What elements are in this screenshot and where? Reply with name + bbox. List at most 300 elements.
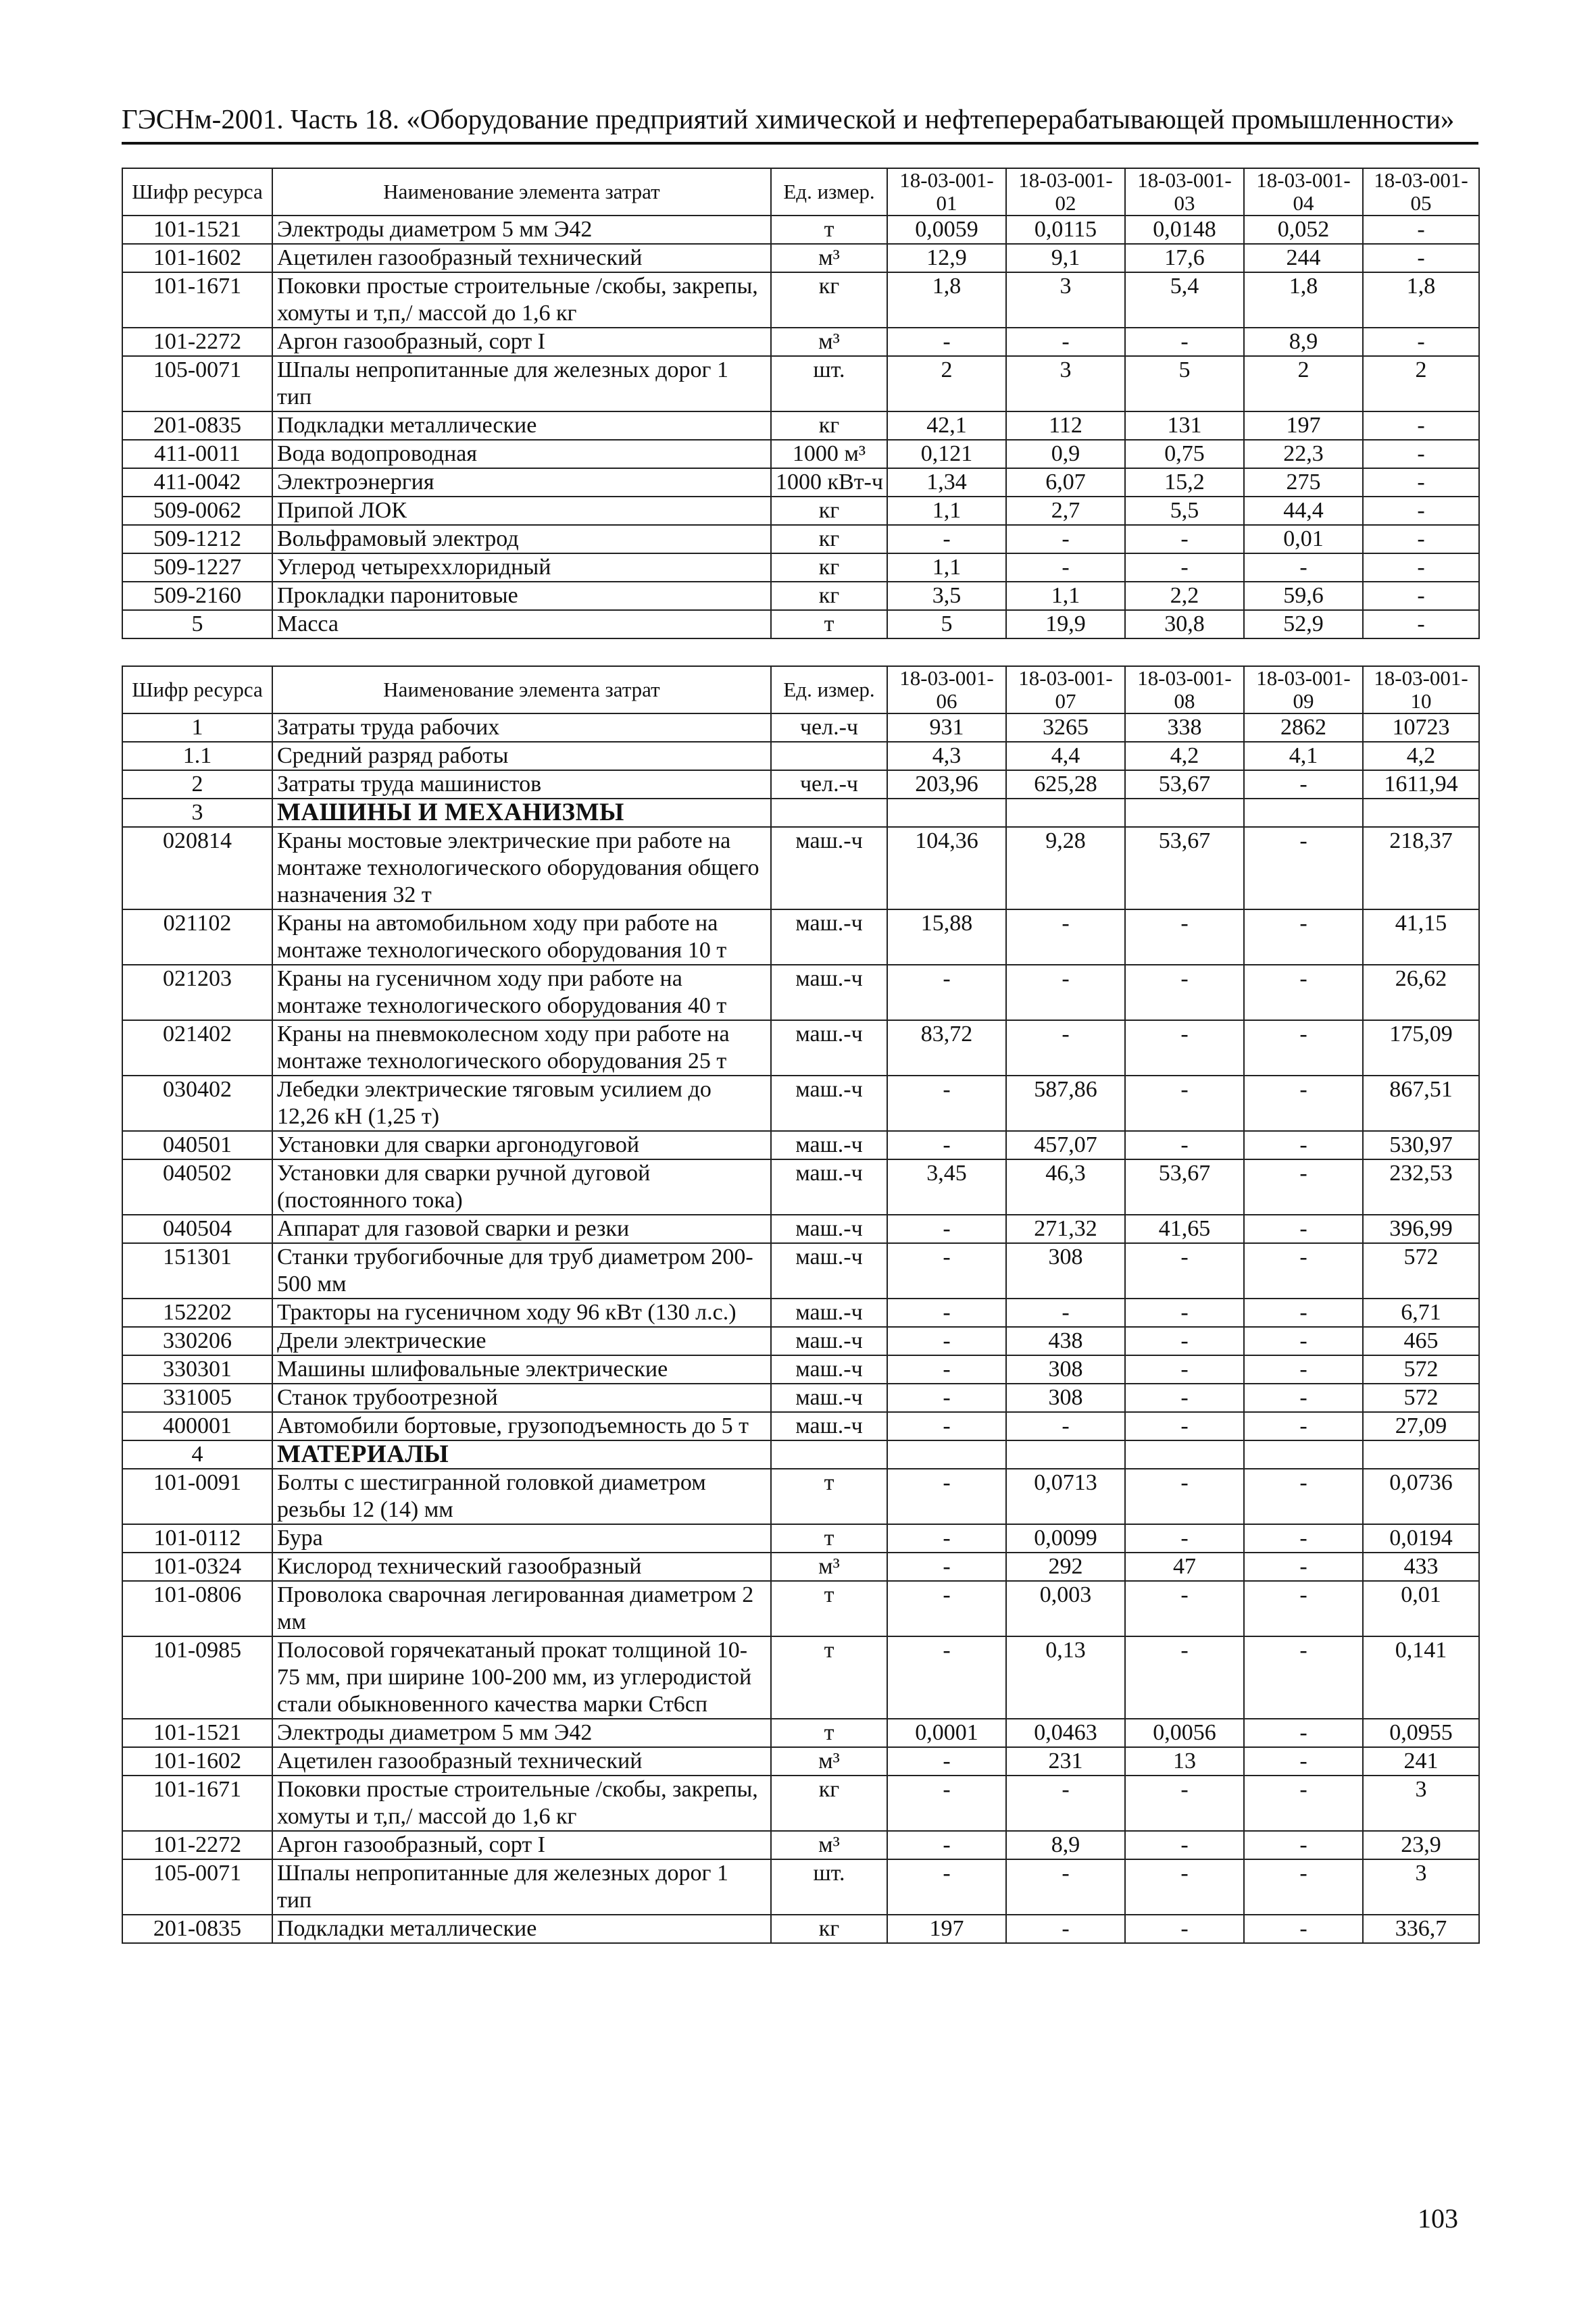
norm-value: - [1363, 582, 1479, 610]
norm-value: - [1006, 1859, 1125, 1915]
norm-value: 3 [1006, 272, 1125, 328]
norm-value: 47 [1125, 1553, 1244, 1581]
table-row [122, 216, 1479, 244]
resource-code: 411-0042 [122, 468, 272, 497]
norm-value: - [1244, 1243, 1363, 1299]
norm-value [1125, 799, 1244, 827]
resource-code: 105-0071 [122, 356, 272, 411]
norm-value: - [1125, 553, 1244, 582]
norm-value: 308 [1006, 1355, 1125, 1384]
table-row [122, 1776, 1479, 1831]
cost-element-name: Масса [272, 610, 771, 638]
norm-value: 338 [1125, 713, 1244, 742]
norm-value: 0,003 [1006, 1581, 1125, 1636]
norm-value: - [1363, 411, 1479, 440]
table-row [122, 1327, 1479, 1355]
norm-value: - [887, 1355, 1006, 1384]
unit-of-measure: маш.-ч [771, 1327, 887, 1355]
norm-value: - [1363, 525, 1479, 553]
norm-value: 5 [887, 610, 1006, 638]
table-row [122, 1831, 1479, 1859]
resource-code: 3 [122, 799, 272, 827]
column-header-norm: 18-03-001-04 [1244, 168, 1363, 216]
norm-value: - [1125, 965, 1244, 1020]
table-row [122, 1076, 1479, 1131]
norm-value: 0,0713 [1006, 1469, 1125, 1524]
resource-code: 5 [122, 610, 272, 638]
resource-code: 1 [122, 713, 272, 742]
resource-code: 400001 [122, 1412, 272, 1440]
norm-value: 1,1 [887, 497, 1006, 525]
norm-value: - [1244, 770, 1363, 799]
cost-element-name: Вода водопроводная [272, 440, 771, 468]
norm-value: - [1125, 1076, 1244, 1131]
unit-of-measure: кг [771, 525, 887, 553]
norm-value: - [887, 1469, 1006, 1524]
norm-value: - [1125, 1915, 1244, 1943]
norm-value: 1,8 [887, 272, 1006, 328]
cost-element-name: Подкладки металлические [272, 411, 771, 440]
resource-code: 101-0091 [122, 1469, 272, 1524]
norm-value: 0,9 [1006, 440, 1125, 468]
norm-value: - [1363, 216, 1479, 244]
norm-value: 572 [1363, 1355, 1479, 1384]
cost-element-name: Затраты труда машинистов [272, 770, 771, 799]
unit-of-measure: маш.-ч [771, 1215, 887, 1243]
norm-value: - [887, 1131, 1006, 1159]
resource-code: 201-0835 [122, 1915, 272, 1943]
cost-element-name: Средний разряд работы [272, 742, 771, 770]
norm-value: 232,53 [1363, 1159, 1479, 1215]
norm-value: - [1125, 1524, 1244, 1553]
resource-code: 030402 [122, 1076, 272, 1131]
norm-value: - [887, 1831, 1006, 1859]
resource-code: 509-1227 [122, 553, 272, 582]
norm-value: 2,2 [1125, 582, 1244, 610]
norm-value: 271,32 [1006, 1215, 1125, 1243]
norm-value: 59,6 [1244, 582, 1363, 610]
norm-value: 0,0955 [1363, 1719, 1479, 1747]
norm-value: - [1125, 1243, 1244, 1299]
norm-value: - [887, 1581, 1006, 1636]
norm-value: - [1244, 1355, 1363, 1384]
norm-value: 175,09 [1363, 1020, 1479, 1076]
norm-value: - [887, 1243, 1006, 1299]
norm-value: 42,1 [887, 411, 1006, 440]
norm-value: 1,1 [1006, 582, 1125, 610]
table-row [122, 770, 1479, 799]
page-header: ГЭСНм-2001. Часть 18. «Оборудование предприятий химической и нефтеперерабатывающей промышленности» [122, 103, 1455, 134]
norm-value: 308 [1006, 1384, 1125, 1412]
norm-value: 12,9 [887, 244, 1006, 272]
norm-value [1363, 799, 1479, 827]
cost-element-name: Вольфрамовый электрод [272, 525, 771, 553]
norm-value: 308 [1006, 1243, 1125, 1299]
cost-element-name: Шпалы непропитанные для железных дорог 1 тип [272, 1859, 771, 1915]
norm-value: 625,28 [1006, 770, 1125, 799]
norm-value: 433 [1363, 1553, 1479, 1581]
norm-value [1006, 799, 1125, 827]
cost-element-name: Аргон газообразный, сорт I [272, 1831, 771, 1859]
column-header-norm: 18-03-001-08 [1125, 666, 1244, 713]
norm-value: 218,37 [1363, 827, 1479, 909]
norm-value: - [1006, 328, 1125, 356]
norm-value: - [1125, 1131, 1244, 1159]
norm-value: 3 [1363, 1776, 1479, 1831]
norm-value: 52,9 [1244, 610, 1363, 638]
column-header-unit: Ед. измер. [771, 168, 887, 216]
table-row [122, 525, 1479, 553]
table-row [122, 553, 1479, 582]
norm-value: 1,34 [887, 468, 1006, 497]
table-row [122, 1243, 1479, 1299]
resource-code: 040502 [122, 1159, 272, 1215]
resource-code: 101-0324 [122, 1553, 272, 1581]
norm-value: - [1125, 1299, 1244, 1327]
unit-of-measure: кг [771, 553, 887, 582]
norm-value: 587,86 [1006, 1076, 1125, 1131]
norm-value: 0,01 [1363, 1581, 1479, 1636]
cost-element-name: Поковки простые строительные /скобы, закрепы, хомуты и т,п,/ массой до 1,6 кг [272, 272, 771, 328]
norm-value: 83,72 [887, 1020, 1006, 1076]
section-row [122, 799, 1479, 827]
norm-value: 0,75 [1125, 440, 1244, 468]
table-row [122, 1131, 1479, 1159]
table-row [122, 1215, 1479, 1243]
norm-value: - [1244, 1915, 1363, 1943]
norm-value: - [1363, 328, 1479, 356]
norm-value: 0,13 [1006, 1636, 1125, 1719]
norm-value: - [887, 1327, 1006, 1355]
norm-value: - [887, 1215, 1006, 1243]
column-header-name: Наименование элемента затрат [272, 168, 771, 216]
norm-value: 22,3 [1244, 440, 1363, 468]
table-row [122, 827, 1479, 909]
norm-value: 203,96 [887, 770, 1006, 799]
table-row [122, 1524, 1479, 1553]
norm-value: 2,7 [1006, 497, 1125, 525]
column-header-code: Шифр ресурса [122, 666, 272, 713]
resource-code: 021402 [122, 1020, 272, 1076]
norm-value: - [1244, 1776, 1363, 1831]
column-header-norm: 18-03-001-03 [1125, 168, 1244, 216]
resource-code: 1.1 [122, 742, 272, 770]
cost-element-name: Станок трубоотрезной [272, 1384, 771, 1412]
table-row [122, 328, 1479, 356]
norm-value: - [1244, 1020, 1363, 1076]
table-row [122, 1719, 1479, 1747]
unit-of-measure: кг [771, 411, 887, 440]
unit-of-measure: м³ [771, 328, 887, 356]
table-row [122, 244, 1479, 272]
norm-value: 104,36 [887, 827, 1006, 909]
resource-code: 331005 [122, 1384, 272, 1412]
table-row [122, 468, 1479, 497]
cost-element-name: Лебедки электрические тяговым усилием до 12,26 кН (1,25 т) [272, 1076, 771, 1131]
norm-value: - [1125, 1776, 1244, 1831]
unit-of-measure: маш.-ч [771, 827, 887, 909]
norm-value: 0,0194 [1363, 1524, 1479, 1553]
column-header-name: Наименование элемента затрат [272, 666, 771, 713]
norm-value: - [1244, 1159, 1363, 1215]
unit-of-measure: маш.-ч [771, 1355, 887, 1384]
unit-of-measure: маш.-ч [771, 1384, 887, 1412]
resource-code: 101-0806 [122, 1581, 272, 1636]
norm-value: 3 [1006, 356, 1125, 411]
norm-value: 0,0115 [1006, 216, 1125, 244]
norm-value: - [887, 1636, 1006, 1719]
column-header-norm: 18-03-001-06 [887, 666, 1006, 713]
norm-value: 4,1 [1244, 742, 1363, 770]
norm-value: 30,8 [1125, 610, 1244, 638]
norm-value: - [1125, 328, 1244, 356]
column-header-norm: 18-03-001-10 [1363, 666, 1479, 713]
norm-value: - [1125, 1581, 1244, 1636]
column-header-code: Шифр ресурса [122, 168, 272, 216]
norm-value: - [1125, 1831, 1244, 1859]
cost-element-name: Проволока сварочная легированная диаметром 2 мм [272, 1581, 771, 1636]
column-header-norm: 18-03-001-05 [1363, 168, 1479, 216]
unit-of-measure: маш.-ч [771, 965, 887, 1020]
resource-code: 021102 [122, 909, 272, 965]
column-header-norm: 18-03-001-02 [1006, 168, 1125, 216]
norm-value: 41,15 [1363, 909, 1479, 965]
norm-value: - [1006, 525, 1125, 553]
resource-code: 105-0071 [122, 1859, 272, 1915]
cost-element-name: Установки для сварки ручной дуговой (постоянного тока) [272, 1159, 771, 1215]
norm-value: - [1244, 1384, 1363, 1412]
unit-of-measure: маш.-ч [771, 1243, 887, 1299]
resource-code: 101-1521 [122, 216, 272, 244]
resource-code: 101-0112 [122, 1524, 272, 1553]
unit-of-measure: т [771, 610, 887, 638]
resource-code: 040504 [122, 1215, 272, 1243]
norm-value: 4,2 [1125, 742, 1244, 770]
norm-value: - [1363, 610, 1479, 638]
cost-element-name: Аппарат для газовой сварки и резки [272, 1215, 771, 1243]
norm-value: - [1244, 1524, 1363, 1553]
norm-value: - [1244, 1581, 1363, 1636]
resource-code: 411-0011 [122, 440, 272, 468]
norm-value: - [1125, 1355, 1244, 1384]
cost-element-name: Станки трубогибочные для труб диаметром 200-500 мм [272, 1243, 771, 1299]
unit-of-measure: 1000 кВт-ч [771, 468, 887, 497]
norm-value: - [1125, 1859, 1244, 1915]
norm-value: 5,5 [1125, 497, 1244, 525]
norm-value: 46,3 [1006, 1159, 1125, 1215]
resource-code: 020814 [122, 827, 272, 909]
norm-value: 10723 [1363, 713, 1479, 742]
norm-value: 0,141 [1363, 1636, 1479, 1719]
unit-of-measure: кг [771, 272, 887, 328]
cost-element-name: Аргон газообразный, сорт I [272, 328, 771, 356]
norm-value: - [1125, 1020, 1244, 1076]
resource-code: 101-2272 [122, 1831, 272, 1859]
norm-value: 572 [1363, 1243, 1479, 1299]
norm-value: 1,8 [1363, 272, 1479, 328]
cost-element-name: Дрели электрические [272, 1327, 771, 1355]
column-header-norm: 18-03-001-07 [1006, 666, 1125, 713]
unit-of-measure: кг [771, 1776, 887, 1831]
norm-value: - [1006, 1020, 1125, 1076]
column-header-norm: 18-03-001-09 [1244, 666, 1363, 713]
unit-of-measure: маш.-ч [771, 1412, 887, 1440]
cost-element-name: МАТЕРИАЛЫ [272, 1440, 771, 1469]
norm-value: - [887, 525, 1006, 553]
norm-value: - [1006, 553, 1125, 582]
norm-value: 8,9 [1244, 328, 1363, 356]
resource-code: 509-1212 [122, 525, 272, 553]
norm-value: - [887, 1076, 1006, 1131]
unit-of-measure [771, 1440, 887, 1469]
norm-value [887, 1440, 1006, 1469]
norm-value [1244, 799, 1363, 827]
unit-of-measure: маш.-ч [771, 1020, 887, 1076]
cost-element-name: Шпалы непропитанные для железных дорог 1 тип [272, 356, 771, 411]
norm-value: - [887, 1859, 1006, 1915]
resource-code: 101-0985 [122, 1636, 272, 1719]
norm-value: 44,4 [1244, 497, 1363, 525]
norm-value: - [1125, 1412, 1244, 1440]
norm-value: 131 [1125, 411, 1244, 440]
cost-element-name: Полосовой горячекатаный прокат толщиной 10-75 мм, при ширине 100-200 мм, из углеродистой стали обыкновенного качества марки Ст6сп [272, 1636, 771, 1719]
norm-value: - [1244, 1636, 1363, 1719]
norm-value: 23,9 [1363, 1831, 1479, 1859]
norm-value: - [1006, 1776, 1125, 1831]
resource-code: 509-2160 [122, 582, 272, 610]
norm-value: 292 [1006, 1553, 1125, 1581]
cost-element-name: Ацетилен газообразный технический [272, 244, 771, 272]
table-row [122, 440, 1479, 468]
norm-value: 530,97 [1363, 1131, 1479, 1159]
resource-code: 101-1602 [122, 1747, 272, 1776]
table-row [122, 610, 1479, 638]
section-row [122, 1440, 1479, 1469]
norm-value: - [1244, 1299, 1363, 1327]
unit-of-measure: чел.-ч [771, 770, 887, 799]
norm-value: 2 [1363, 356, 1479, 411]
norm-value: - [1006, 909, 1125, 965]
table-row [122, 582, 1479, 610]
norm-value: 231 [1006, 1747, 1125, 1776]
resource-code: 101-1521 [122, 1719, 272, 1747]
norm-value: - [1244, 1553, 1363, 1581]
unit-of-measure: м³ [771, 244, 887, 272]
resource-code: 2 [122, 770, 272, 799]
resource-code: 101-1671 [122, 1776, 272, 1831]
cost-element-name: Ацетилен газообразный технический [272, 1747, 771, 1776]
norm-value: - [887, 1524, 1006, 1553]
table-2-header [122, 666, 1479, 713]
table-1-body [122, 216, 1479, 638]
table-row [122, 1299, 1479, 1327]
norm-value: 53,67 [1125, 770, 1244, 799]
norm-value: - [1244, 1831, 1363, 1859]
norm-value: 1,8 [1244, 272, 1363, 328]
table-row [122, 1469, 1479, 1524]
norm-value: - [1244, 909, 1363, 965]
cost-element-name: Электроды диаметром 5 мм Э42 [272, 1719, 771, 1747]
cost-element-name: Прокладки паронитовые [272, 582, 771, 610]
unit-of-measure: м³ [771, 1831, 887, 1859]
table-row [122, 1384, 1479, 1412]
page-number: 103 [1418, 2203, 1458, 2234]
unit-of-measure: т [771, 1581, 887, 1636]
norm-value [1363, 1440, 1479, 1469]
norm-value: - [1244, 965, 1363, 1020]
unit-of-measure: шт. [771, 356, 887, 411]
norm-value: 457,07 [1006, 1131, 1125, 1159]
table-row [122, 742, 1479, 770]
norm-value [1006, 1440, 1125, 1469]
norm-value: 931 [887, 713, 1006, 742]
norm-value: 4,4 [1006, 742, 1125, 770]
cost-element-name: Затраты труда рабочих [272, 713, 771, 742]
norm-value: - [887, 1299, 1006, 1327]
norm-value: 275 [1244, 468, 1363, 497]
cost-element-name: Подкладки металлические [272, 1915, 771, 1943]
table-row [122, 1159, 1479, 1215]
norm-value: 3265 [1006, 713, 1125, 742]
norm-value: - [1363, 468, 1479, 497]
table-row [122, 411, 1479, 440]
norm-value: 0,0463 [1006, 1719, 1125, 1747]
resource-table-2 [122, 665, 1480, 1944]
norm-value: 27,09 [1363, 1412, 1479, 1440]
norm-value: - [1125, 1469, 1244, 1524]
norm-value: 396,99 [1363, 1215, 1479, 1243]
resource-code: 101-1671 [122, 272, 272, 328]
norm-value: 5,4 [1125, 272, 1244, 328]
norm-value: 9,28 [1006, 827, 1125, 909]
norm-value: 336,7 [1363, 1915, 1479, 1943]
norm-value: - [887, 1384, 1006, 1412]
norm-value: 465 [1363, 1327, 1479, 1355]
table-row [122, 1553, 1479, 1581]
cost-element-name: МАШИНЫ И МЕХАНИЗМЫ [272, 799, 771, 827]
resource-code: 152202 [122, 1299, 272, 1327]
norm-value: 1,1 [887, 553, 1006, 582]
norm-value: 15,88 [887, 909, 1006, 965]
cost-element-name: Болты с шестигранной головкой диаметром резьбы 12 (14) мм [272, 1469, 771, 1524]
norm-value: - [1006, 965, 1125, 1020]
norm-value: - [1244, 1747, 1363, 1776]
norm-value: 2 [887, 356, 1006, 411]
unit-of-measure [771, 799, 887, 827]
norm-value: - [887, 328, 1006, 356]
norm-value: - [1006, 1299, 1125, 1327]
table-row [122, 1581, 1479, 1636]
cost-element-name: Краны на пневмоколесном ходу при работе на монтаже технологического оборудования 25 т [272, 1020, 771, 1076]
norm-value: 0,01 [1244, 525, 1363, 553]
norm-value: - [887, 1776, 1006, 1831]
norm-value: 0,0148 [1125, 216, 1244, 244]
norm-value: - [887, 1747, 1006, 1776]
norm-value: - [1244, 1131, 1363, 1159]
norm-value: - [887, 1412, 1006, 1440]
norm-value: 4,2 [1363, 742, 1479, 770]
unit-of-measure: т [771, 1636, 887, 1719]
norm-value: - [1363, 244, 1479, 272]
resource-code: 040501 [122, 1131, 272, 1159]
unit-of-measure: кг [771, 582, 887, 610]
table-row [122, 497, 1479, 525]
unit-of-measure: маш.-ч [771, 1299, 887, 1327]
table-row [122, 1355, 1479, 1384]
norm-value: 0,121 [887, 440, 1006, 468]
norm-value: 3,45 [887, 1159, 1006, 1215]
norm-value: 6,71 [1363, 1299, 1479, 1327]
